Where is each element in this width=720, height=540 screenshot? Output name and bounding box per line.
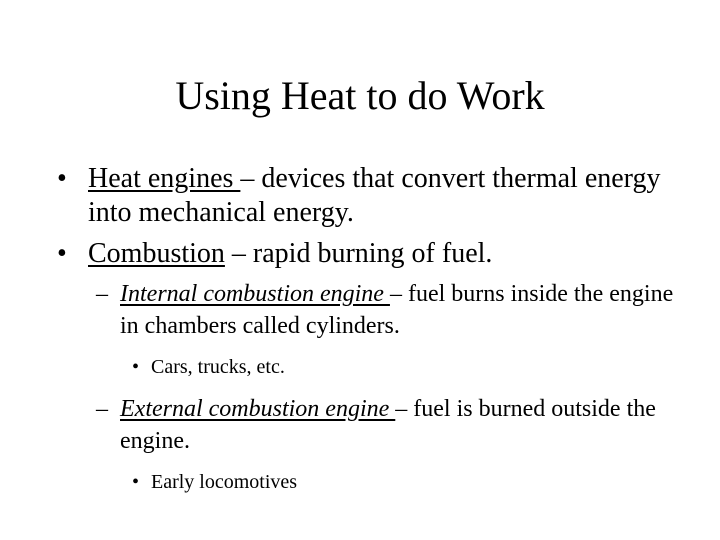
subbullet-external-combustion (54, 393, 694, 457)
bullet-marker: • (57, 163, 67, 194)
dash-marker: – (96, 396, 108, 422)
term-heat-engines: Heat engines (88, 163, 241, 194)
bullet-heat-engines (54, 162, 694, 230)
example-external-combustion (54, 469, 694, 495)
term-combustion: Combustion (88, 238, 225, 269)
slide-title: Using Heat to do Work (175, 73, 545, 118)
bullet-marker: • (57, 238, 67, 269)
term-internal-combustion-engine: Internal combustion engine (120, 281, 390, 307)
dash-marker: – (96, 281, 108, 307)
definition-internal-combustion-engine: – fuel burns inside the engine in chambers called cylinders. (120, 281, 674, 339)
definition-heat-engines: – devices that convert thermal energy into mechanical energy. (88, 163, 661, 228)
bullet-marker: • (132, 471, 140, 493)
bullet-marker: • (132, 356, 140, 378)
definition-combustion: – rapid burning of fuel. (224, 238, 493, 269)
subbullet-internal-combustion (54, 278, 694, 342)
definition-external-combustion-engine: – fuel is burned outside the engine. (120, 396, 656, 454)
term-external-combustion-engine: External combustion engine (120, 396, 396, 422)
example-text: Early locomotives (151, 471, 298, 493)
slide-body (54, 162, 694, 508)
example-text: Cars, trucks, etc. (151, 356, 285, 378)
example-internal-combustion (54, 354, 694, 380)
bullet-combustion (54, 237, 694, 271)
